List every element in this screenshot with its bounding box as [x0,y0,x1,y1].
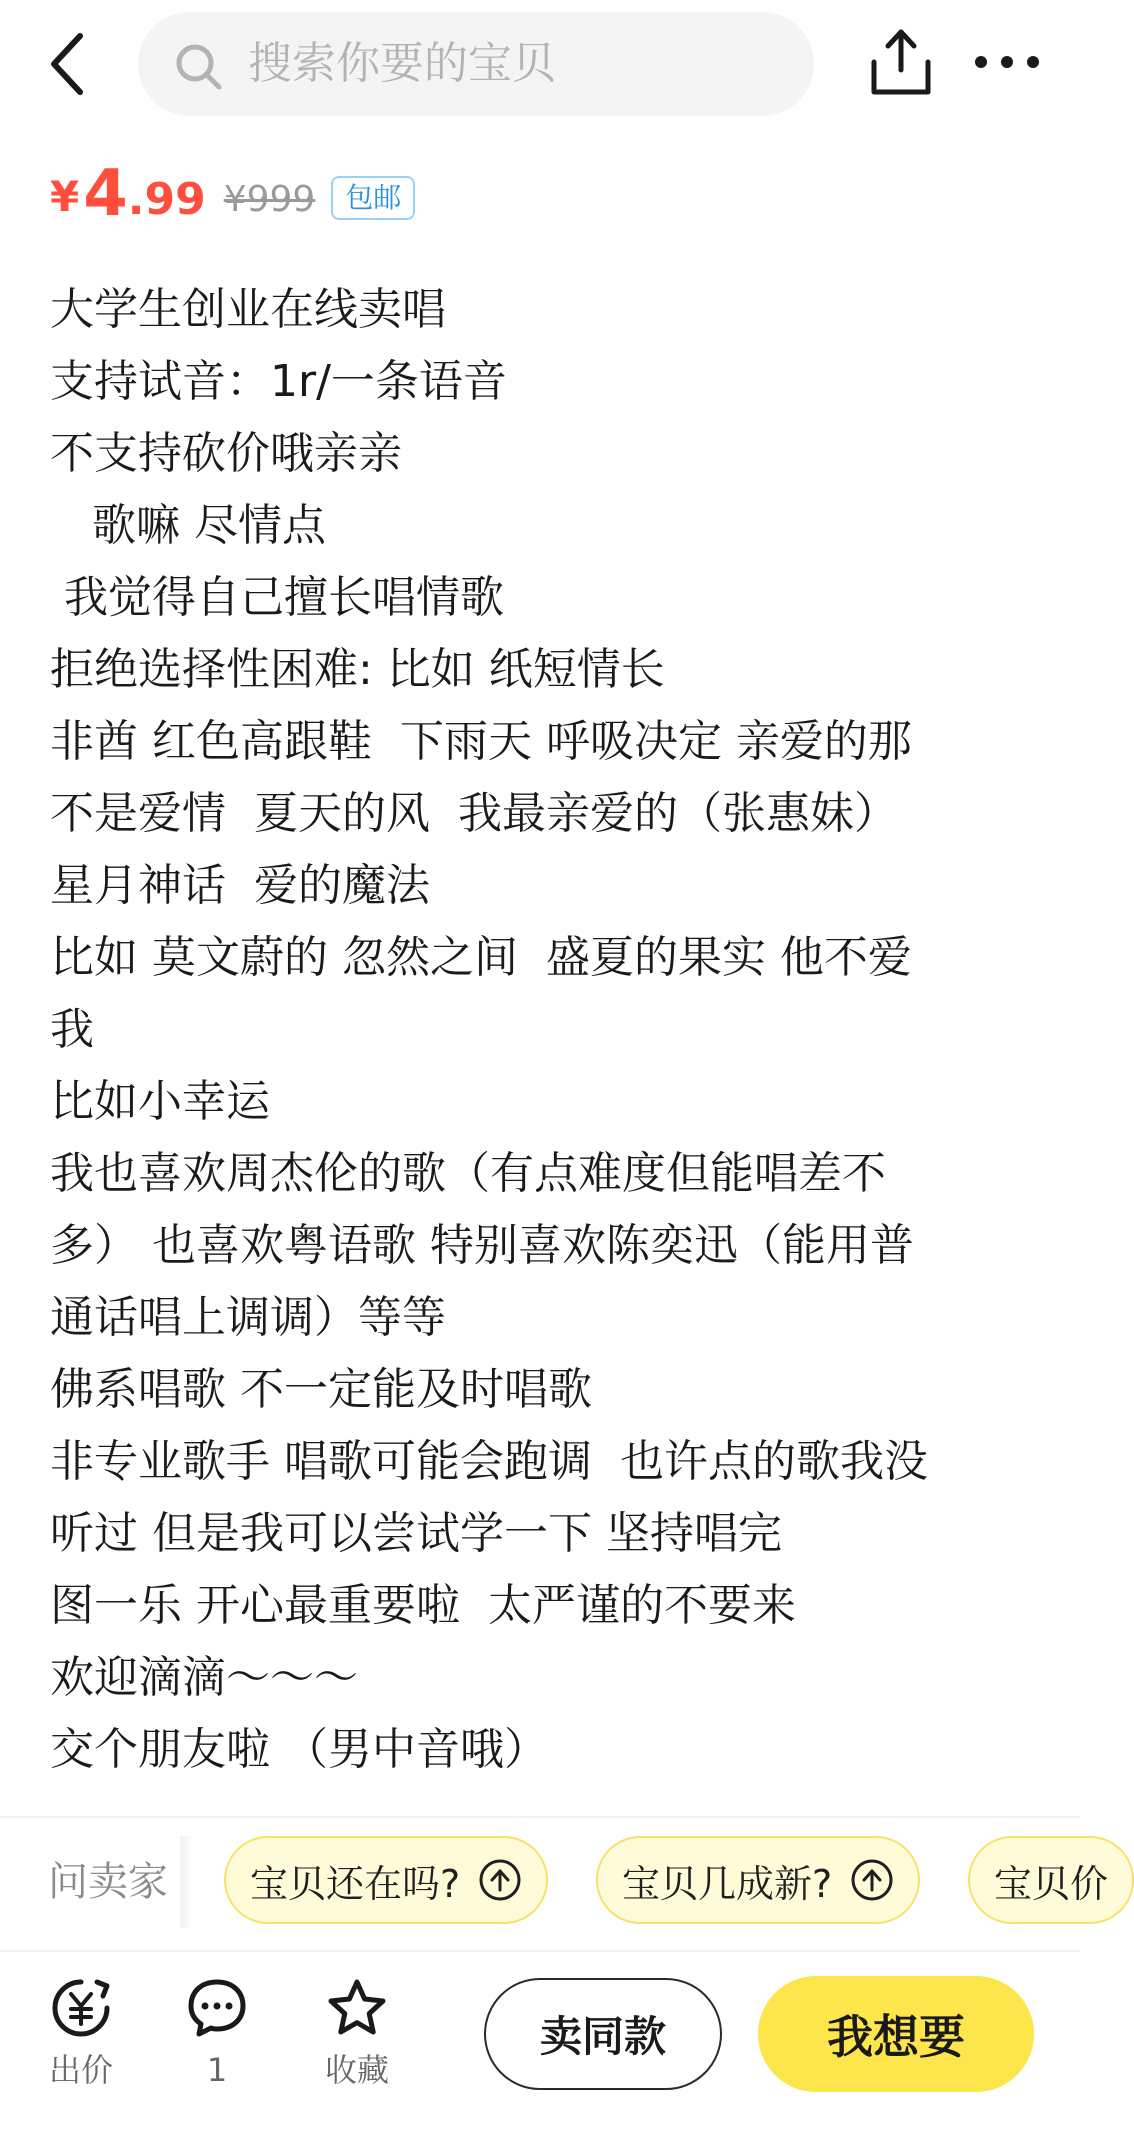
more-button[interactable] [972,32,1042,92]
price-integer: 4 [83,157,128,231]
search-placeholder: 搜索你要的宝贝 [248,38,556,89]
comment-count: 1 [206,2051,228,2089]
more-dots-icon [972,32,1042,92]
search-input[interactable] [138,12,814,116]
chip-label: 宝贝几成新? [622,1861,833,1906]
original-price: ¥999 [223,179,316,220]
price-decimal: .99 [127,174,206,225]
description-line: 非酋 红色高跟鞋 下雨天 呼吸决定 亲爱的那 [50,716,912,767]
star-icon [325,1976,389,2040]
search-icon [174,42,224,92]
description-line: 欢迎滴滴～～～ [50,1652,358,1703]
description-line: 星月神话 爱的魔法 [50,860,430,911]
sell-same-button[interactable]: 卖同款 [484,1978,722,2090]
chevron-left-icon [40,24,100,104]
back-button[interactable] [40,24,100,104]
comment-button[interactable] [152,1976,282,2090]
chip-label: 宝贝还在吗? [250,1861,461,1906]
bottom-divider [0,1950,1080,1952]
bid-label: 出价 [48,2051,113,2089]
description-line: 大学生创业在线卖唱 [50,284,446,335]
description-line: 歌嘛 尽情点 [50,500,326,551]
quick-question-chip[interactable] [224,1836,548,1924]
description-line: 多） 也喜欢粤语歌 特别喜欢陈奕迅（能用普 [50,1220,914,1271]
description-line: 我也喜欢周杰伦的歌（有点难度但能唱差不 [50,1148,886,1199]
want-button[interactable]: 我想要 [758,1976,1034,2092]
description-line: 比如小幸运 [50,1076,270,1127]
description-line: 拒绝选择性困难: 比如 纸短情长 [50,644,665,695]
description-line: 比如 莫文蔚的 忽然之间 盛夏的果实 他不爱 [50,932,912,983]
section-divider [0,1816,1080,1818]
ask-seller-label: 问卖家 [48,1859,168,1905]
description-line: 佛系唱歌 不一定能及时唱歌 [50,1364,592,1415]
description-line: 图一乐 开心最重要啦 太严谨的不要来 [50,1580,796,1631]
chat-bubble-icon [185,1976,249,2040]
description-line: 通话唱上调调）等等 [50,1292,446,1343]
description-line: 交个朋友啦 （男中音哦） [50,1724,548,1775]
price-row [50,156,415,231]
yen-bid-icon [49,1976,113,2040]
chip-label: 宝贝价 [994,1861,1109,1906]
description-line: 听过 但是我可以尝试学一下 坚持唱完 [50,1508,782,1559]
description-line: 支持试音：1r/一条语音 [50,356,507,407]
favorite-label: 收藏 [324,2051,389,2089]
item-description [50,274,1040,1786]
free-shipping-badge: 包邮 [331,176,415,220]
quick-question-chip[interactable] [596,1836,920,1924]
share-button[interactable] [868,26,934,98]
top-bar [0,0,1080,130]
ask-label-separator [180,1836,194,1928]
description-line: 我 [50,1004,94,1055]
arrow-up-circle-icon [850,1858,894,1902]
description-line: 我觉得自己擅长唱情歌 [50,572,504,623]
share-icon [868,26,934,98]
description-line: 不支持砍价哦亲亲 [50,428,402,479]
ask-seller-row [0,1836,1109,1928]
description-line: 不是爱情 夏天的风 我最亲爱的（张惠妹） [50,788,898,839]
bid-button[interactable] [16,1976,146,2090]
price-currency: ¥ [50,172,80,221]
description-line: 非专业歌手 唱歌可能会跑调 也许点的歌我没 [50,1436,928,1487]
quick-question-chip[interactable] [968,1836,1134,1924]
favorite-button[interactable] [292,1976,422,2090]
arrow-up-circle-icon [478,1858,522,1902]
